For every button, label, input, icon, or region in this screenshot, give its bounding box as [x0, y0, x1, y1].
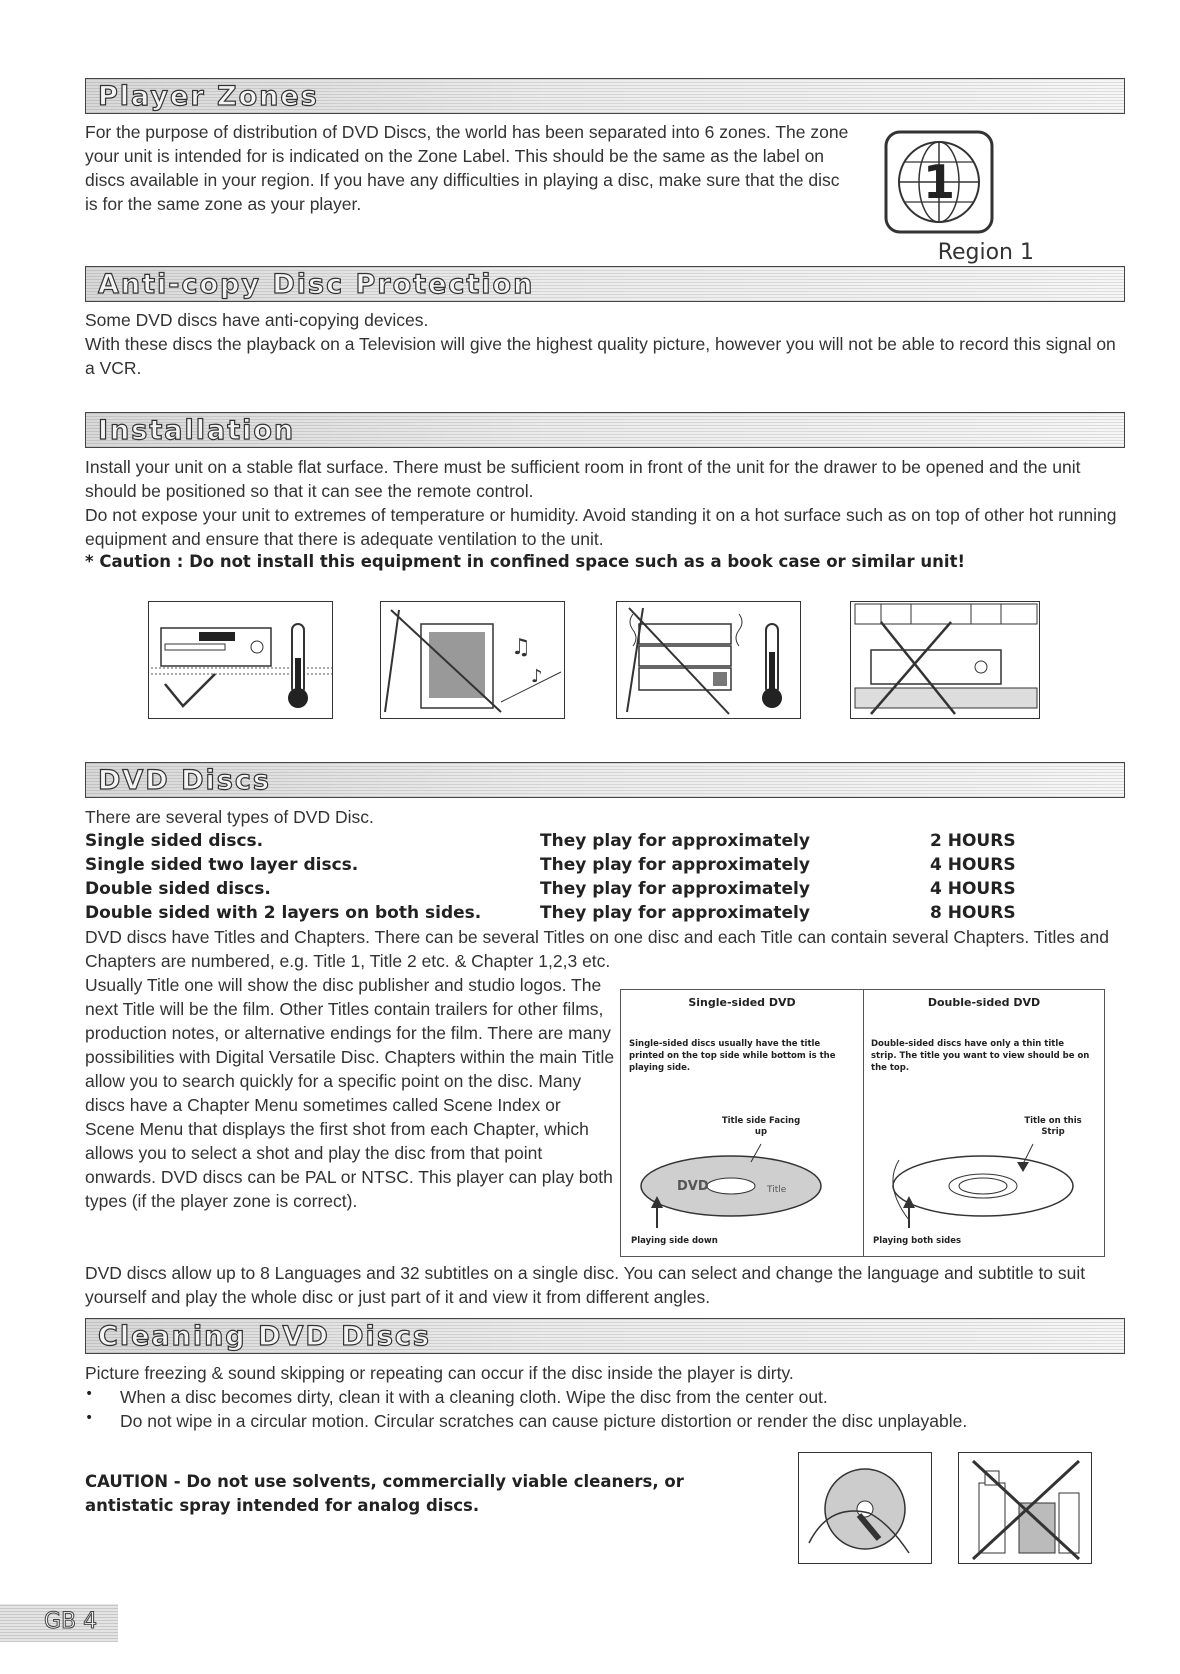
bullet-icon: • — [85, 1386, 94, 1402]
disc-play-2: They play for approximately — [540, 879, 810, 899]
single-sided-column — [621, 990, 864, 1256]
region-globe-icon — [882, 128, 1002, 240]
double-sided-desc: Double-sided discs have only a thin title strip. The title you want to view should be on the top. — [871, 1039, 1090, 1073]
page-number: GB 4 — [44, 1609, 98, 1634]
installation-text1: Install your unit on a stable flat surface. There must be sufficient room in front of the unit for the drawer to be opened and the unit should be positioned so that it can see the remote control. — [85, 457, 1081, 501]
dvd-para3: DVD discs allow up to 8 Languages and 32 subtitles on a single disc. You can select and change the language and subtitle to suit yourself and play the whole disc or just part of it and view it from different angles. — [85, 1263, 1086, 1307]
cleaning-wipe-illustration — [798, 1452, 932, 1564]
disc-play-3: They play for approximately — [540, 903, 810, 923]
svg-text:Title: Title — [767, 1185, 787, 1195]
disc-hours-3: 8 HOURS — [930, 903, 1016, 923]
cleaning-bullet-0: When a disc becomes dirty, clean it with a cleaning cloth. Wipe the disc from the center out. — [120, 1387, 828, 1407]
disc-type-0: Single sided discs. — [85, 831, 264, 851]
installation-caution: * Caution : Do not install this equipment in confined space such as a book case or similar unit! — [85, 552, 965, 571]
installation-ok-illustration — [148, 601, 333, 719]
disc-hours-0: 2 HOURS — [930, 831, 1016, 851]
installation-no-heat-illustration — [380, 601, 565, 719]
double-title-strip-label: Title on this Strip — [1024, 1116, 1082, 1137]
dvd-discs-heading: DVD Discs — [85, 762, 1125, 798]
cleaning-intro: Picture freezing & sound skipping or repeating can occur if the disc inside the player is dirty. — [85, 1363, 794, 1383]
disc-hours-2: 4 HOURS — [930, 879, 1016, 899]
installation-heading: Installation — [85, 412, 1125, 448]
bullet-icon: • — [85, 1410, 94, 1426]
anti-copy-heading: Anti-copy Disc Protection — [85, 266, 1125, 302]
disc-type-2: Double sided discs. — [85, 879, 271, 899]
cleaning-caution: CAUTION - Do not use solvents, commercially viable cleaners, or antistatic spray intended for analog discs. — [85, 1472, 684, 1515]
region-label: Region 1 — [937, 240, 1034, 265]
installation-no-enclosed-illustration — [850, 601, 1040, 719]
disc-play-0: They play for approximately — [540, 831, 810, 851]
double-sided-header: Double-sided DVD — [927, 996, 1041, 1009]
single-sided-header: Single-sided DVD — [688, 996, 796, 1009]
player-zones-text: For the purpose of distribution of DVD Discs, the world has been separated into 6 zones. The zone your unit is intended for is indicated on the Zone Label. This should be the same as the label on discs available in your region. If you have any difficulties in playing a disc, make sure that the disc is for the same zone as your player. — [85, 122, 849, 214]
svg-text:♪: ♪ — [531, 666, 543, 687]
page-number-tab — [0, 1604, 118, 1642]
svg-text:♫: ♫ — [511, 635, 531, 660]
cleaning-bullet-1: Do not wipe in a circular motion. Circular scratches can cause picture distortion or render the disc unplayable. — [120, 1411, 968, 1431]
dvd-para2: Usually Title one will show the disc publisher and studio logos. The next Title will be the film. Other Titles contain trailers for other films, production notes, or alternative endings for the film. There are many possibilities with Digital Versatile Disc. Chapters within the main Title allow you to search quickly for a specific point on the disc. Many discs have a Chapter Menu sometimes called Scene Index or Scene Menu that displays the first shot from each Chapter, which allows you to select a shot and play the disc from that point onwards. DVD discs can be PAL or NTSC. This player can play both types (if the player zone is correct). — [85, 975, 615, 1211]
region-number: 1 — [922, 155, 956, 209]
anti-copy-line2: With these discs the playback on a Television will give the highest quality picture, however you will not be able to record this signal on a VCR. — [85, 334, 1116, 378]
single-playing-side-label: Playing side down — [631, 1236, 718, 1246]
installation-no-stack-illustration — [616, 601, 801, 719]
installation-text2: Do not expose your unit to extremes of temperature or humidity. Avoid standing it on a hot surface such as on top of other hot running equipment and ensure that there is adequate ventilation to the unit. — [85, 505, 1117, 549]
single-sided-disc-icon — [631, 1140, 851, 1230]
dvd-para1: DVD discs have Titles and Chapters. There can be several Titles on one disc and each Title can contain several Chapters. Titles and Chapters are numbered, e.g. Title 1, Title 2 etc. & Chapter 1,2,3 etc. — [85, 927, 1109, 971]
disc-play-1: They play for approximately — [540, 855, 810, 875]
dvd-sides-diagram — [620, 989, 1105, 1257]
disc-hours-1: 4 HOURS — [930, 855, 1016, 875]
disc-type-3: Double sided with 2 layers on both sides. — [85, 903, 482, 923]
anti-copy-line1: Some DVD discs have anti-copying devices. — [85, 310, 429, 330]
cleaning-heading: Cleaning DVD Discs — [85, 1318, 1125, 1354]
dvd-intro: There are several types of DVD Disc. — [85, 807, 374, 827]
disc-type-1: Single sided two layer discs. — [85, 855, 359, 875]
double-sided-disc-icon — [873, 1140, 1093, 1230]
cleaning-no-solvents-illustration — [958, 1452, 1092, 1564]
player-zones-heading: Player Zones — [85, 78, 1125, 114]
single-sided-desc: Single-sided discs usually have the title printed on the top side while bottom is the playing side. — [629, 1039, 836, 1073]
double-playing-both-label: Playing both sides — [873, 1236, 962, 1246]
double-sided-column — [863, 990, 1105, 1256]
single-title-side-label: Title side Facing up — [721, 1116, 801, 1137]
svg-text:DVD: DVD — [677, 1179, 709, 1194]
